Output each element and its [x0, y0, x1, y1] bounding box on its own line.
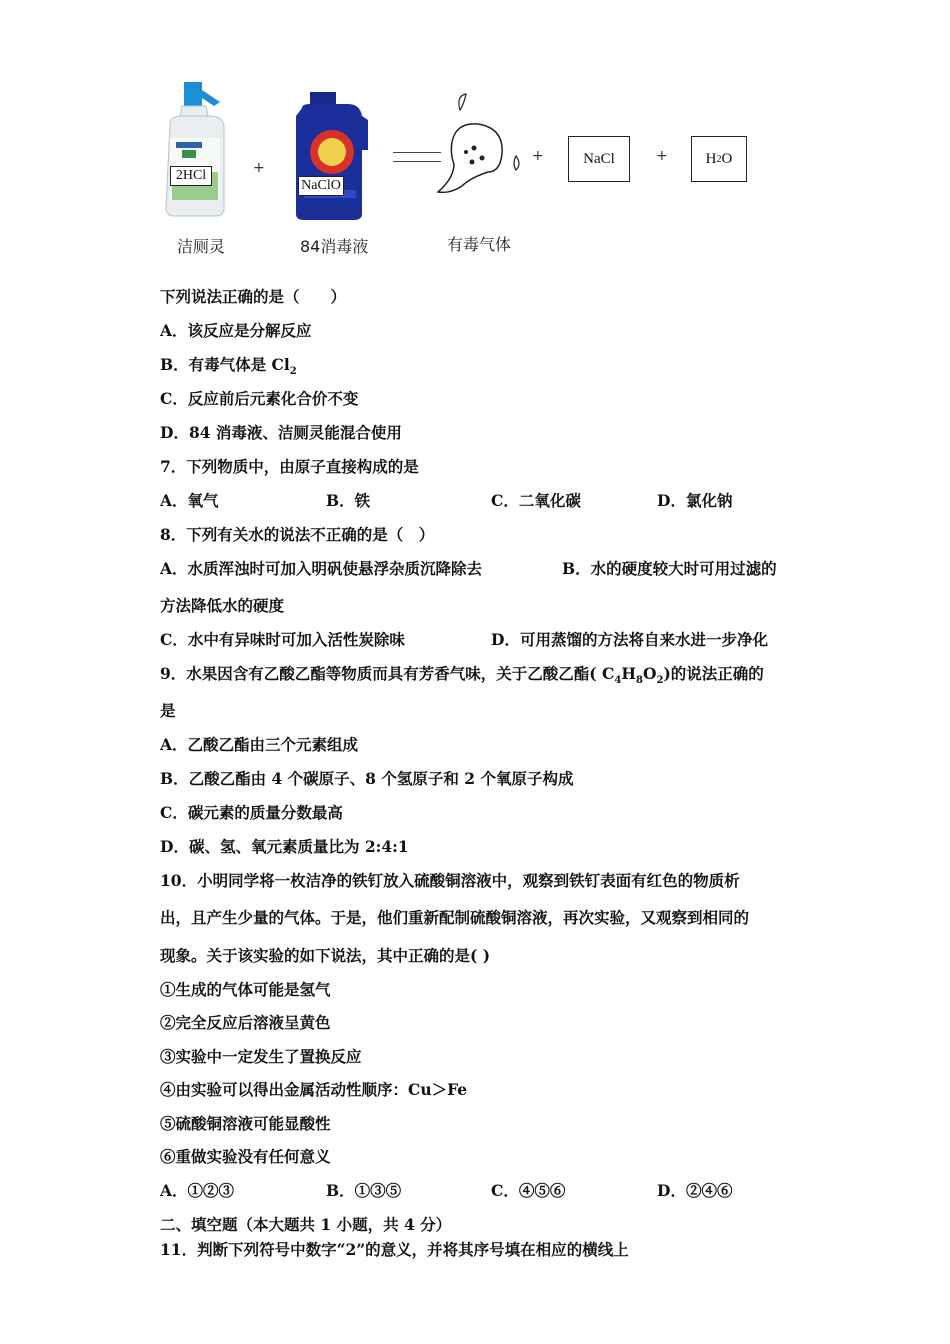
q11-stem: 11．判断下列符号中数字“2”的意义，并将其序号填在相应的横线上	[160, 1240, 629, 1259]
q6-option-b-sub: 2	[289, 366, 297, 378]
q8-option-c: C．水中有异味时可加入活性炭除味	[160, 630, 405, 649]
reactant-formula-1: 2HCl	[170, 166, 212, 186]
q8-option-d: D．可用蒸馏的方法将自来水进一步净化	[491, 630, 768, 649]
water-o: O	[721, 150, 733, 167]
q9-option-c: C．碳元素的质量分数最高	[160, 803, 343, 822]
q9-sub-c: 4	[614, 675, 622, 687]
q10-stem-line3: 现象。关于该实验的如下说法，其中正确的是( )	[160, 946, 491, 965]
q10-statement-3: ③实验中一定发生了置换反应	[160, 1047, 362, 1066]
reaction-diagram	[150, 70, 770, 260]
caption-toilet-cleaner: 洁厕灵	[177, 237, 226, 256]
plus-sign-2: +	[532, 148, 544, 164]
q8-option-b: B．水的硬度较大时可用过滤的	[562, 559, 777, 578]
toxic-gas-icon	[432, 92, 528, 202]
q9-stem	[160, 662, 764, 686]
q10-option-a: A．①②③	[160, 1181, 235, 1200]
q8-option-b-cont: 方法降低水的硬度	[160, 596, 285, 615]
section-2-title: 二、填空题（本大题共 1 小题，共 4 分）	[160, 1215, 452, 1234]
q7-stem: 7．下列物质中，由原子直接构成的是	[160, 457, 419, 476]
water-sub: 2	[716, 153, 722, 165]
q7-option-d: D．氯化钠	[657, 491, 733, 510]
q10-statement-6: ⑥重做实验没有任何意义	[160, 1147, 331, 1166]
q9-sub-o: 2	[656, 675, 664, 687]
q6-option-a: A．该反应是分解反应	[160, 321, 312, 340]
q10-statement-2: ②完全反应后溶液呈黄色	[160, 1013, 331, 1032]
q10-option-c: C．④⑤⑥	[491, 1181, 566, 1200]
caption-toxic-gas: 有毒气体	[447, 235, 512, 254]
reactant-formula-2: NaClO	[298, 176, 344, 196]
plus-sign-3: +	[656, 148, 668, 164]
q9-o: O	[642, 664, 657, 683]
q6-option-c: C．反应前后元素化合价不变	[160, 389, 359, 408]
product-water-box	[691, 136, 747, 182]
water-h: H	[705, 150, 717, 167]
q7-option-b: B．铁	[326, 491, 371, 510]
bleach-bottle-image	[288, 90, 372, 222]
q10-statement-4: ④由实验可以得出金属活动性顺序：Cu＞Fe	[160, 1080, 468, 1099]
q7-option-c: C．二氧化碳	[491, 491, 581, 510]
q10-stem-line2: 出，且产生少量的气体。于是，他们重新配制硫酸铜溶液，再次实验，又观察到相同的	[160, 908, 750, 927]
q9-stem-post: )的说法正确的	[663, 664, 764, 683]
q6-stem: 下列说法正确的是（ ）	[160, 287, 347, 306]
q9-sub-h: 8	[635, 675, 643, 687]
q9-option-d: D．碳、氢、氧元素质量比为 2:4:1	[160, 837, 409, 856]
q6-option-d: D．84 消毒液、洁厕灵能混合使用	[160, 423, 402, 442]
q9-option-a: A．乙酸乙酯由三个元素组成	[160, 735, 359, 754]
q9-stem-cont: 是	[160, 701, 176, 720]
q10-option-b: B．①③⑤	[326, 1181, 402, 1200]
q10-stem-line1: 10．小明同学将一枚洁净的铁钉放入硫酸铜溶液中，观察到铁钉表面有红色的物质析	[160, 871, 740, 890]
q6-option-b	[160, 353, 297, 377]
q10-option-d: D．②④⑥	[657, 1181, 733, 1200]
q10-statement-1: ①生成的气体可能是氢气	[160, 980, 331, 999]
q10-statement-5: ⑤硫酸铜溶液可能显酸性	[160, 1114, 331, 1133]
q7-option-a: A．氧气	[160, 491, 219, 510]
q8-option-a: A．水质浑浊时可加入明矾使悬浮杂质沉降除去	[160, 559, 483, 578]
q8-stem: 8．下列有关水的说法不正确的是（ ）	[160, 525, 435, 544]
toilet-cleaner-bottle-image	[162, 80, 232, 220]
product-nacl-box: NaCl	[568, 136, 630, 182]
q9-stem-pre: 9．水果因含有乙酸乙酯等物质而具有芳香气味，关于乙酸乙酯( C	[160, 664, 615, 683]
plus-sign-1: +	[253, 160, 265, 176]
caption-84-disinfectant: 84消毒液	[300, 237, 369, 256]
q6-option-b-text: B．有毒气体是 Cl	[160, 355, 290, 374]
q9-h: H	[621, 664, 636, 683]
q9-option-b: B．乙酸乙酯由 4 个碳原子、8 个氢原子和 2 个氧原子构成	[160, 769, 574, 788]
